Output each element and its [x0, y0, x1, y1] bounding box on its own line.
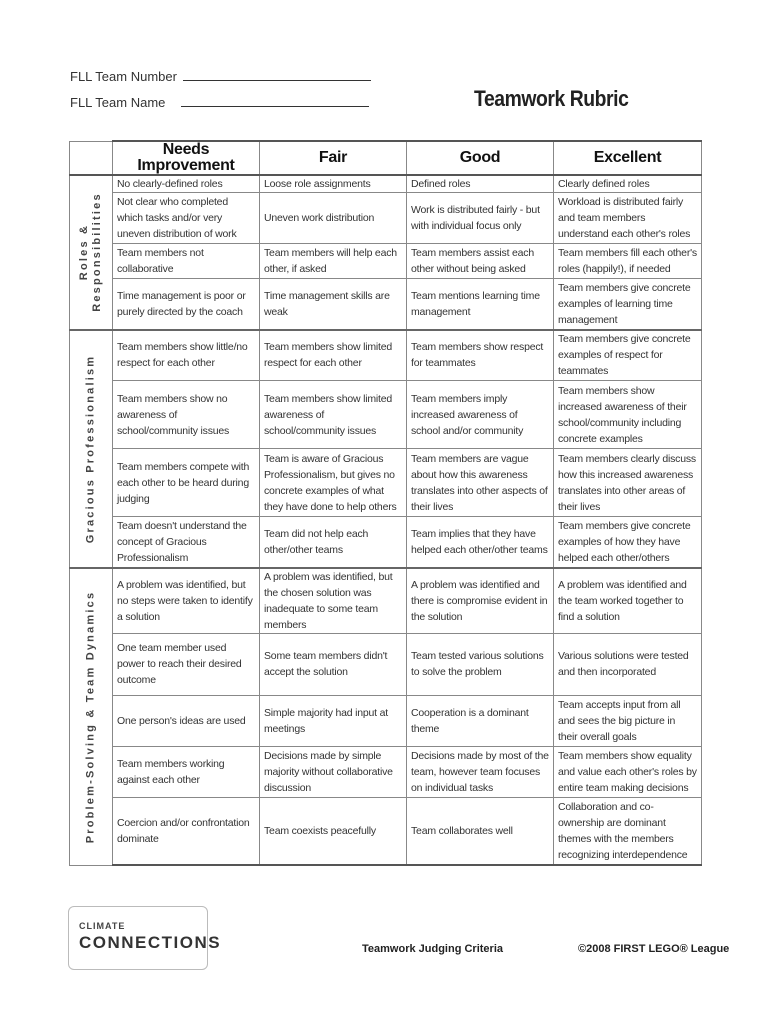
col-needs-improvement: Needs Improvement: [113, 141, 260, 175]
team-number-field: [70, 68, 371, 84]
cell: Team members show no awareness of school/community issues: [113, 381, 260, 449]
table-row: [70, 695, 702, 746]
cell: One team member used power to reach their desired outcome: [113, 633, 260, 695]
cell: Various solutions were tested and then incorporated: [554, 633, 702, 695]
cell: Team members not collaborative: [113, 244, 260, 279]
logo-line2: CONNECTIONS: [79, 933, 222, 952]
table-row: [70, 517, 702, 568]
table-row: [70, 449, 702, 517]
cell: Team is aware of Gracious Professionalism, but gives no concrete examples of what they have done to help others: [260, 449, 407, 517]
cell: Team members imply increased awareness of school and/or community: [407, 381, 554, 449]
cell: Defined roles: [407, 175, 554, 193]
team-number-label: FLL Team Number: [70, 69, 177, 84]
footer-copyright: ©2008 FIRST LEGO® League: [578, 943, 730, 955]
cell: Team doesn't understand the concept of Gracious Professionalism: [113, 517, 260, 568]
cell: Team did not help each other/other teams: [260, 517, 407, 568]
cell: Team members assist each other without being asked: [407, 244, 554, 279]
cell: Team members give concrete examples of respect for teammates: [554, 330, 702, 381]
team-name-label: FLL Team Name: [70, 95, 166, 110]
cell: Time management is poor or purely directed by the coach: [113, 279, 260, 330]
category-gracious-professionalism: Gracious Professionalism: [70, 330, 113, 568]
team-name-line: [181, 94, 369, 107]
cell: Team members are vague about how this awareness translates into other aspects of their lives: [407, 449, 554, 517]
cell: A problem was identified, but the chosen solution was inadequate to some team members: [260, 568, 407, 634]
team-number-line: [183, 68, 371, 81]
cell: Team accepts input from all and sees the big picture in their overall goals: [554, 695, 702, 746]
cell: Uneven work distribution: [260, 193, 407, 244]
climate-connections-logo: [68, 906, 222, 970]
category-problem-solving: Problem-Solving & Team Dynamics: [70, 568, 113, 866]
cell: Team members working against each other: [113, 746, 260, 797]
cell: A problem was identified and the team worked together to find a solution: [554, 568, 702, 634]
cell: Work is distributed fairly - but with individual focus only: [407, 193, 554, 244]
col-fair: Fair: [260, 141, 407, 175]
cell: Team mentions learning time management: [407, 279, 554, 330]
cell: Team members show little/no respect for each other: [113, 330, 260, 381]
cell: Simple majority had input at meetings: [260, 695, 407, 746]
cell: Not clear who completed which tasks and/or very uneven distribution of work: [113, 193, 260, 244]
team-name-field: [70, 94, 369, 110]
cell: Team coexists peacefully: [260, 797, 407, 865]
cell: Workload is distributed fairly and team members understand each other's roles: [554, 193, 702, 244]
cell: A problem was identified, but no steps were taken to identify a solution: [113, 568, 260, 634]
table-row: [70, 175, 702, 193]
corner-cell: [70, 141, 113, 175]
table-row: [70, 193, 702, 244]
cell: Team implies that they have helped each other/other teams: [407, 517, 554, 568]
cell: Team collaborates well: [407, 797, 554, 865]
category-roles: Roles & Responsibilities: [70, 175, 113, 330]
header-row: [70, 141, 702, 175]
cell: Team members compete with each other to be heard during judging: [113, 449, 260, 517]
cell: A problem was identified and there is compromise evident in the solution: [407, 568, 554, 634]
page-title: Teamwork Rubric: [474, 86, 629, 111]
cell: Decisions made by most of the team, however team focuses on individual tasks: [407, 746, 554, 797]
cell: Decisions made by simple majority without collaborative discussion: [260, 746, 407, 797]
table-row: [70, 797, 702, 865]
table-row: [70, 279, 702, 330]
cell: One person's ideas are used: [113, 695, 260, 746]
table-row: [70, 746, 702, 797]
cell: Team members will help each other, if asked: [260, 244, 407, 279]
cell: Team members show equality and value each other's roles by entire team making decisions: [554, 746, 702, 797]
cell: Coercion and/or confrontation dominate: [113, 797, 260, 865]
rubric-table: [69, 140, 702, 866]
table-row: [70, 381, 702, 449]
table-row: [70, 568, 702, 634]
cell: Team members give concrete examples of learning time management: [554, 279, 702, 330]
cell: Team members show increased awareness of their school/community including concrete examples: [554, 381, 702, 449]
cell: Time management skills are weak: [260, 279, 407, 330]
col-excellent: Excellent: [554, 141, 702, 175]
cell: Team members clearly discuss how this increased awareness translates into other areas of their lives: [554, 449, 702, 517]
cell: No clearly-defined roles: [113, 175, 260, 193]
footer-caption: Teamwork Judging Criteria: [362, 943, 503, 955]
table-row: [70, 244, 702, 279]
cell: Team members give concrete examples of how they have helped each other/others: [554, 517, 702, 568]
cell: Team members fill each other's roles (happily!), if needed: [554, 244, 702, 279]
logo-line1: CLIMATE: [79, 921, 126, 931]
cell: Loose role assignments: [260, 175, 407, 193]
cell: Team members show limited awareness of school/community issues: [260, 381, 407, 449]
cell: Team tested various solutions to solve the problem: [407, 633, 554, 695]
cell: Clearly defined roles: [554, 175, 702, 193]
cell: Team members show limited respect for each other: [260, 330, 407, 381]
cell: Collaboration and co-ownership are dominant themes with the members recognizing interdependence: [554, 797, 702, 865]
cell: Team members show respect for teammates: [407, 330, 554, 381]
col-good: Good: [407, 141, 554, 175]
cell: Some team members didn't accept the solution: [260, 633, 407, 695]
table-row: [70, 330, 702, 381]
table-row: [70, 633, 702, 695]
cell: Cooperation is a dominant theme: [407, 695, 554, 746]
